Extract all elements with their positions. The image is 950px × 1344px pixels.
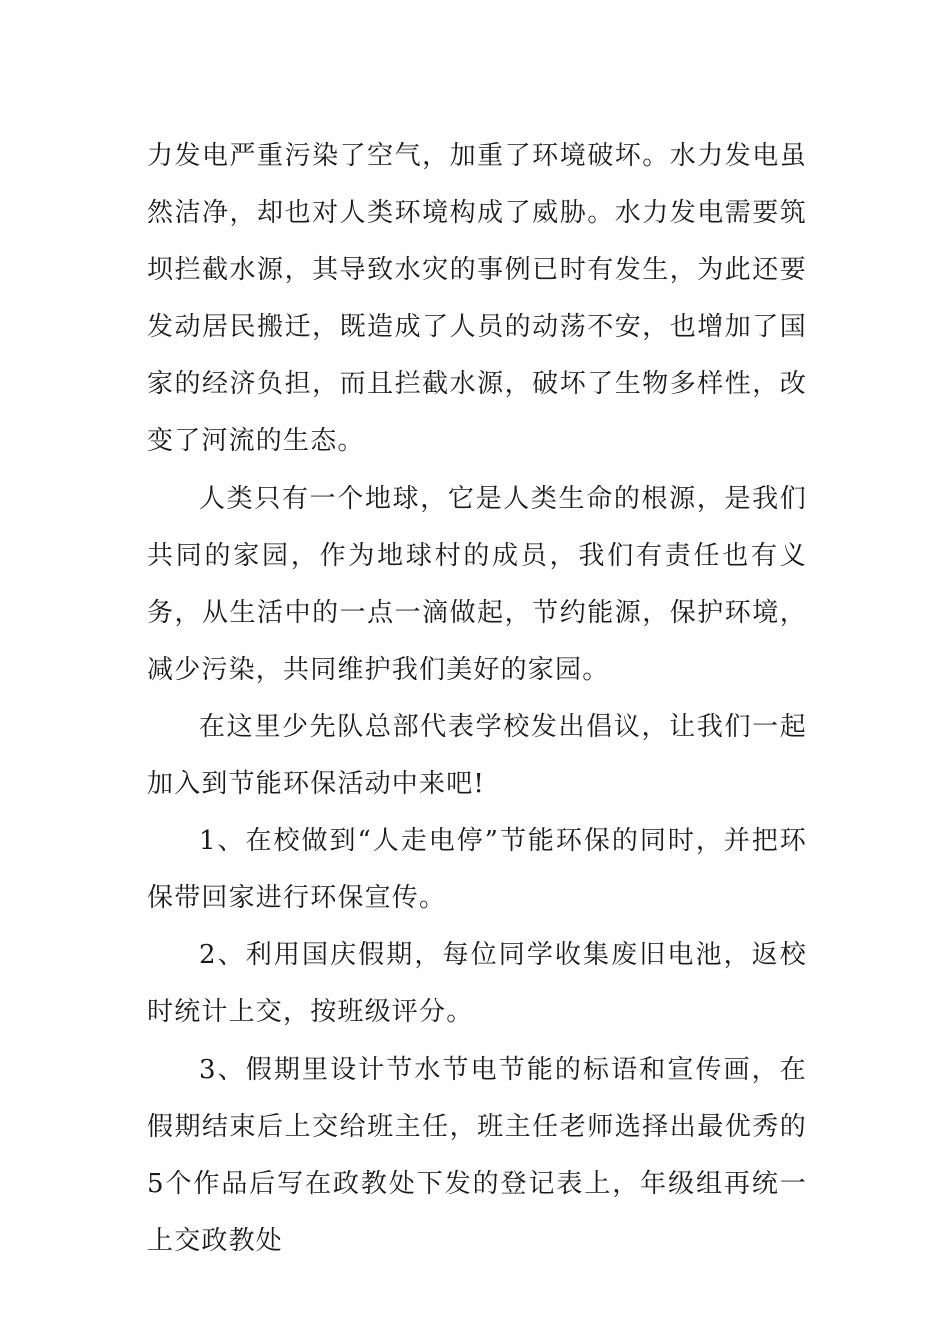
paragraph-power-pollution: 力发电严重污染了空气，加重了环境破坏。水力发电虽然洁净，却也对人类环境构成了威胁。水力发电需要筑坝拦截水源，其导致水灾的事例已时有发生，为此还要发动居民搬迁，既造成了人员的动荡不安，也增加了国家的经济负担，而且拦截水源，破坏了生物多样性，改变了河流的生态。	[147, 141, 807, 457]
paragraph-one-earth: 人类只有一个地球，它是人类生命的根源，是我们共同的家园，作为地球村的成员，我们有责任也有义务，从生活中的一点一滴做起，节约能源，保护环境，减少污染，共同维护我们美好的家园。	[147, 483, 807, 685]
list-item-1: 1、在校做到“人走电停”节能环保的同时，并把环保带回家进行环保宣传。	[147, 826, 807, 914]
list-item-2: 2、利用国庆假期，每位同学收集废旧电池，返校时统计上交，按班级评分。	[147, 940, 807, 1028]
document-body	[147, 128, 807, 1270]
list-item-3: 3、假期里设计节水节电节能的标语和宣传画，在假期结束后上交给班主任，班主任老师选择出最优秀的5个作品后写在政教处下发的登记表上，年级组再统一上交政教处	[147, 1054, 807, 1256]
paragraph-initiative: 在这里少先队总部代表学校发出倡议，让我们一起加入到节能环保活动中来吧!	[147, 711, 807, 800]
